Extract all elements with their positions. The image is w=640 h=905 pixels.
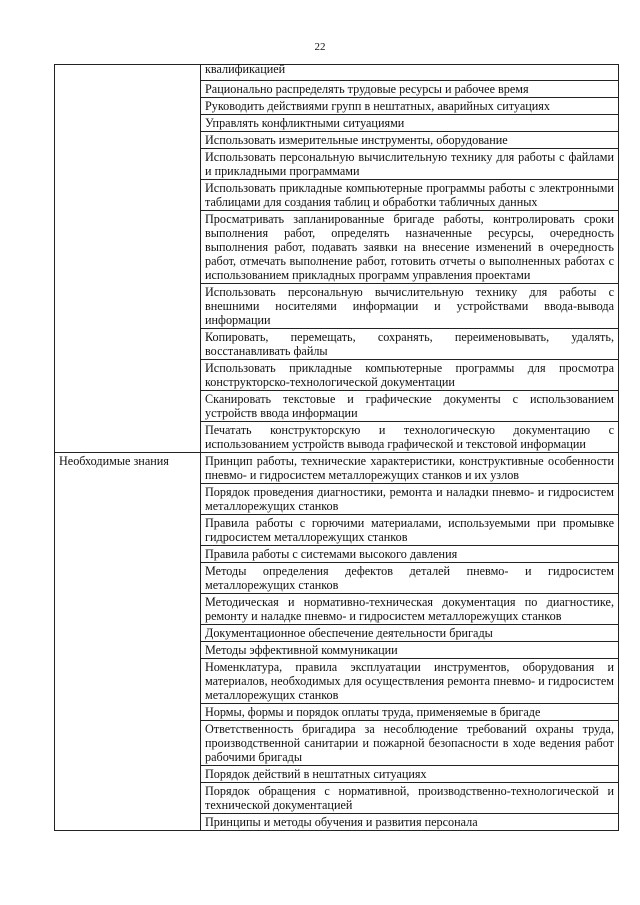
table-cell: Копировать, перемещать, сохранять, переименовывать, удалять, восстанавливать файлы	[201, 329, 619, 360]
table-cell: Порядок обращения с нормативной, производственно-технологической и технической документацией	[201, 783, 619, 814]
table-cell: Нормы, формы и порядок оплаты труда, применяемые в бригаде	[201, 704, 619, 721]
table-cell: Порядок действий в нештатных ситуациях	[201, 766, 619, 783]
table-row	[55, 65, 619, 81]
table-cell: Правила работы с горючими материалами, используемыми при промывке гидросистем металлорежущих станков	[201, 515, 619, 546]
skills-label-cell	[55, 65, 201, 453]
table-row	[55, 453, 619, 484]
table-cell: Использовать персональную вычислительную технику для работы с внешними носителями информации и устройствами ввода-вывода информации	[201, 284, 619, 329]
table-cell: Принципы и методы обучения и развития персонала	[201, 814, 619, 831]
table-cell: Управлять конфликтными ситуациями	[201, 115, 619, 132]
table-cell	[201, 62, 619, 81]
table-cell: Рационально распределять трудовые ресурсы и рабочее время	[201, 81, 619, 98]
table-cell: Правила работы с системами высокого давления	[201, 546, 619, 563]
table-cell: Методическая и нормативно-техническая документация по диагностике, ремонту и наладке пневмо- и гидросистем металлорежущих станков	[201, 594, 619, 625]
table-cell: Использовать прикладные компьютерные программы работы с электронными таблицами для создания таблиц и обработки табличных данных	[201, 180, 619, 211]
table-cell: Использовать измерительные инструменты, оборудование	[201, 132, 619, 149]
table-cell: Использовать прикладные компьютерные программы для просмотра конструкторско-технологической документации	[201, 360, 619, 391]
table-cell: Сканировать текстовые и графические документы с использованием устройств ввода информации	[201, 391, 619, 422]
table-cell: Руководить действиями групп в нештатных, аварийных ситуациях	[201, 98, 619, 115]
competency-table	[54, 64, 619, 831]
table-cell: Номенклатура, правила эксплуатации инструментов, оборудования и материалов, необходимых для осуществления ремонта пневмо- и гидросистем металлорежущих станков	[201, 659, 619, 704]
table-cell: Использовать персональную вычислительную технику для работы с файлами и прикладными программами	[201, 149, 619, 180]
page-number: 22	[314, 41, 326, 53]
knowledge-label: Необходимые знания	[59, 454, 169, 468]
table-cell: Порядок проведения диагностики, ремонта и наладки пневмо- и гидросистем металлорежущих станков	[201, 484, 619, 515]
knowledge-label-cell	[55, 453, 201, 831]
table-cell: Принцип работы, технические характеристики, конструктивные особенности пневмо- и гидросистем металлорежущих станков и их узлов	[201, 453, 619, 484]
table-cell: Методы эффективной коммуникации	[201, 642, 619, 659]
table-cell: Просматривать запланированные бригаде работы, контролировать сроки выполнения работ, определять назначенные ресурсы, очередность выполнения работ, подавать заявки на внесение изменений в очередность работ, отмечать выполнение работ, готовить отчеты о выполненных работах с использованием прикладных программ управления проектами	[201, 211, 619, 284]
table-cell: Документационное обеспечение деятельности бригады	[201, 625, 619, 642]
table-cell: Ответственность бригадира за несоблюдение требований охраны труда, производственной санитарии и пожарной безопасности в ходе ведения работ рабочими бригады	[201, 721, 619, 766]
cell-text: квалификацией	[205, 62, 286, 76]
table-cell: Методы определения дефектов деталей пневмо- и гидросистем металлорежущих станков	[201, 563, 619, 594]
table-cell: Печатать конструкторскую и технологическую документацию с использованием устройств вывода графической и текстовой информации	[201, 422, 619, 453]
